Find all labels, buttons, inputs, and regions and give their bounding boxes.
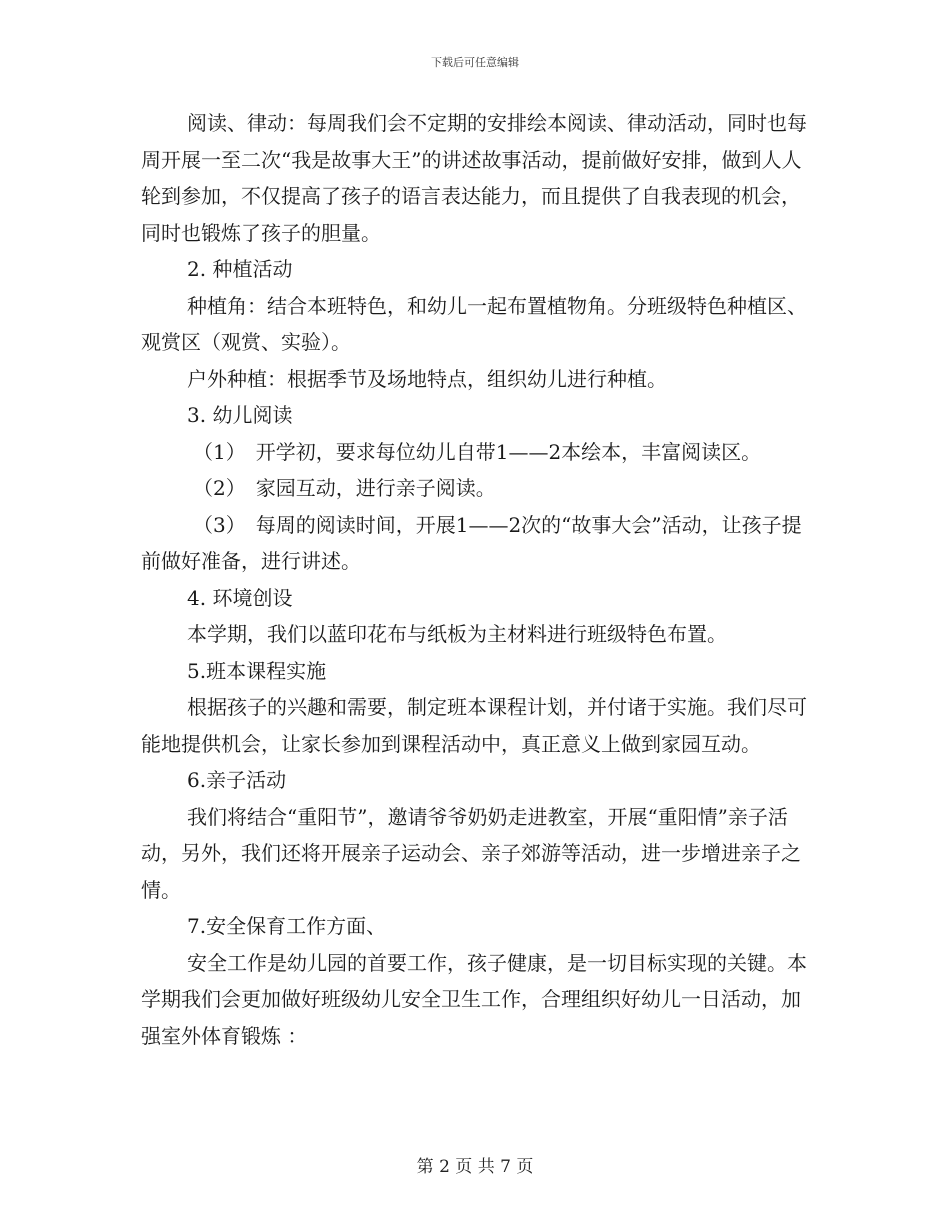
paragraph: 阅读、律动：每周我们会不定期的安排绘本阅读、律动活动，同时也每周开展一至二次“我是故事大王”的讲述故事活动，提前做好安排，做到人人轮到参加，不仅提高了孩子的语言表达能力，而且提供了自我表现的机会，同时也锻炼了孩子的胆量。 [141,111,807,245]
document-body [141,105,807,1054]
paragraph: 本学期，我们以蓝印花布与纸板为主材料进行班级特色布置。 [187,622,727,646]
list-item: （3） 每周的阅读时间，开展1——2次的“故事大会”活动，让孩子提前做好准备，进行讲述。 [141,512,802,573]
paragraph: 安全工作是幼儿园的首要工作，孩子健康，是一切目标实现的关键。本学期我们会更加做好班级幼儿安全卫生工作，合理组织好幼儿一日活动，加强室外体育锻炼 ： [141,950,807,1048]
paragraph: 户外种植：根据季节及场地特点，组织幼儿进行种植。 [187,366,667,391]
page-footer: 第 2 页 共 7 页 [416,1157,534,1177]
section-heading-planting: 2. 种植活动 [187,257,293,281]
section-heading-environment: 4. 环境创设 [187,585,293,610]
section-heading-parent-child: 6.亲子活动 [187,768,287,792]
paragraph: 根据孩子的兴趣和需要，制定班本课程计划，并付诸于实施。我们尽可能地提供机会，让家长参加到课程活动中，真正意义上做到家园互动。 [141,695,807,756]
paragraph: 种植角：结合本班特色，和幼儿一起布置植物角。分班级特色种植区、观赏区（观赏、实验）。 [141,293,807,354]
section-heading-curriculum: 5.班本课程实施 [187,658,327,683]
list-item: （2） 家园互动，进行亲子阅读。 [193,476,496,500]
section-heading-safety: 7.安全保育工作方面、 [187,914,387,938]
paragraph: 我们将结合“重阳节”，邀请爷爷奶奶走进教室，开展“重阳情”亲子活动，另外，我们还将开展亲子运动会、亲子郊游等活动，进一步增进亲子之情。 [141,804,801,902]
list-item: （1） 开学初，要求每位幼儿自带1——2本绘本，丰富阅读区。 [193,439,762,464]
page-header: 下载后可任意编辑 [431,56,519,69]
section-heading-reading: 3. 幼儿阅读 [187,403,293,427]
